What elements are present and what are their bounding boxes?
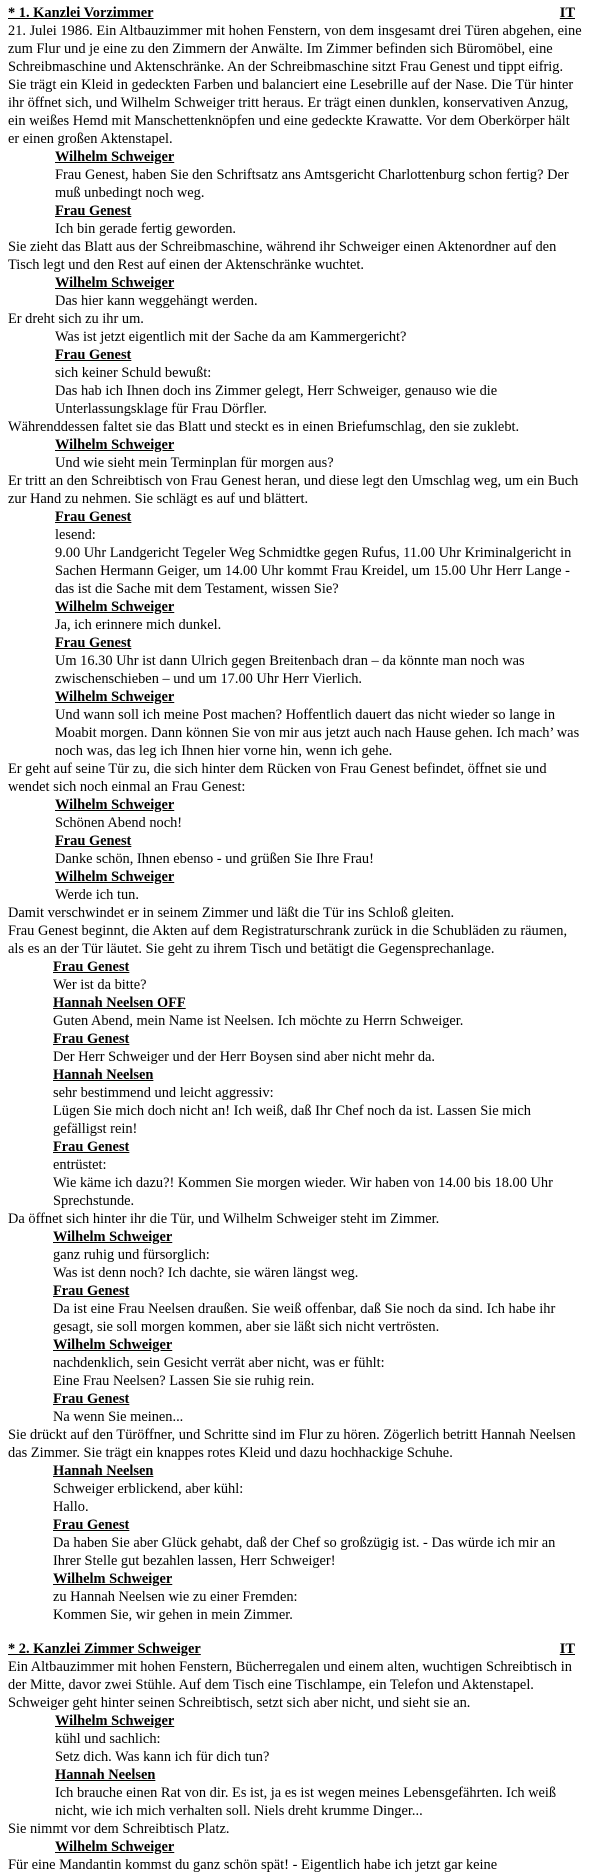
dialogue-line: Ich brauche einen Rat von dir. Es ist, ja es ist wegen meines Lebensgefährten. Ich weiß nicht, wie ich mich verhalten soll. Niels dreht krumme Dinger... <box>55 1785 557 1819</box>
dialogue-line: Das hier kann weggehängt werden. <box>55 293 258 309</box>
stage-direction: Sie zieht das Blatt aus der Schreibmaschine, während ihr Schweiger einen Aktenordner auf den Tisch legt und den Rest auf einen der Aktenschränke wuchtet. <box>8 239 557 273</box>
stage-direction: Sie drückt auf den Türöffner, und Schritte sind im Flur zu hören. Zögerlich betritt Hannah Neelsen das Zimmer. Sie trägt ein knappes rotes Kleid und dazu hochhackige Schuhe. <box>8 1427 576 1461</box>
speaker-name: Frau Genest <box>55 347 132 363</box>
stage-direction: Sie nimmt vor dem Schreibtisch Platz. <box>8 1821 230 1837</box>
scene-2-body <box>8 1658 582 1874</box>
dialogue-line: Um 16.30 Uhr ist dann Ulrich gegen Breitenbach dran – da könnte man noch was zwischenschieben – und um 17.00 Uhr Herr Vierlich. <box>55 653 525 687</box>
dialogue-line: Wer ist da bitte? <box>53 977 147 993</box>
speaker-name: Wilhelm Schweiger <box>55 275 175 291</box>
dialogue-line: Da ist eine Frau Neelsen draußen. Sie weiß offenbar, daß Sie noch da sind. Ich habe ihr gesagt, sie soll morgen kommen, aber sie läßt sich nicht vertrösten. <box>53 1301 556 1335</box>
speaker-name: Frau Genest <box>53 959 130 975</box>
dialogue-line: Frau Genest, haben Sie den Schriftsatz ans Amtsgericht Charlottenburg schon fertig? Der muß unbedingt noch weg. <box>55 167 569 201</box>
speaker-name: Wilhelm Schweiger <box>53 1229 173 1245</box>
speaker-name: Wilhelm Schweiger <box>55 437 175 453</box>
dialogue-line: Werde ich tun. <box>55 887 139 903</box>
speaker-name: Wilhelm Schweiger <box>53 1571 173 1587</box>
dialogue-line: Danke schön, Ihnen ebenso - und grüßen Sie Ihre Frau! <box>55 851 374 867</box>
speaker-name: Wilhelm Schweiger <box>55 149 175 165</box>
scene-title: * 1. Kanzlei Vorzimmer <box>8 5 154 21</box>
dialogue-line: Da haben Sie aber Glück gehabt, daß der Chef so großzügig ist. - Das würde ich mir an Ihrer Stelle gut bezahlen lassen, Herr Schweiger! <box>53 1535 556 1569</box>
speaker-name: Hannah Neelsen <box>55 1767 156 1783</box>
dialogue-line: Ich bin gerade fertig geworden. <box>55 221 237 237</box>
dialogue-line: Das hab ich Ihnen doch ins Zimmer gelegt, Herr Schweiger, genauso wie die Unterlassungsklage für Frau Dörfler. <box>55 383 498 417</box>
dialogue-line: Was ist denn noch? Ich dachte, sie wären längst weg. <box>53 1265 359 1281</box>
speaker-name: Frau Genest <box>55 635 132 651</box>
dialogue-line: sich keiner Schuld bewußt: <box>55 365 212 381</box>
stage-direction: Damit verschwindet er in seinem Zimmer und läßt die Tür ins Schloß gleiten. <box>8 905 455 921</box>
speaker-name: Wilhelm Schweiger <box>55 797 175 813</box>
scene-heading-1 <box>8 4 575 22</box>
dialogue-line: Kommen Sie, wir gehen in mein Zimmer. <box>53 1607 293 1623</box>
dialogue-line: zu Hannah Neelsen wie zu einer Fremden: <box>53 1589 298 1605</box>
stage-direction: Frau Genest beginnt, die Akten auf dem Registraturschrank zurück in die Schubläden zu räumen, als es an der Tür läutet. Sie geht zu ihrem Tisch und betätigt die Gegensprechanlage. <box>8 923 568 957</box>
scene-1-body <box>8 22 582 1624</box>
speaker-name: Frau Genest <box>55 833 132 849</box>
speaker-name: Frau Genest <box>55 509 132 525</box>
stage-direction: 21. Julei 1986. Ein Altbauzimmer mit hohen Fenstern, von dem insgesamt drei Türen abgehen, eine zum Flur und je eine zu den Zimmern der Anwälte. Im Zimmer befinden sich Büromöbel, eine Schreibmaschine und Aktenschränke. An der Schreibmaschine sitzt Frau Genest und tippt eifrig. Sie trägt ein Kleid in gedeckten Farben und balanciert eine Lesebrille auf der Nase. Die Tür hinter ihr öffnet sich, und Wilhelm Schweiger tritt heraus. Er trägt einen dunklen, konservativen Anzug, ein weißes Hemd mit Manschettenknöpfen und eine gedeckte Krawatte. Vor dem Oberkörper hält er einen großen Aktenstapel. <box>8 23 582 147</box>
speaker-name: Wilhelm Schweiger <box>55 689 175 705</box>
dialogue-line: Schweiger erblickend, aber kühl: <box>53 1481 244 1497</box>
dialogue-line: Eine Frau Neelsen? Lassen Sie sie ruhig rein. <box>53 1373 315 1389</box>
speaker-name: Frau Genest <box>53 1283 130 1299</box>
speaker-name: Hannah Neelsen <box>53 1067 154 1083</box>
dialogue-line: Setz dich. Was kann ich für dich tun? <box>55 1749 270 1765</box>
speaker-name: Wilhelm Schweiger <box>55 599 175 615</box>
speaker-name: Frau Genest <box>53 1031 130 1047</box>
dialogue-line: Und wann soll ich meine Post machen? Hoffentlich dauert das nicht wieder so lange in Moabit morgen. Dann können Sie von mir aus jetzt auch nach Hause gehen. Ich mach’ was noch was, das leg ich Ihnen hier vorne hin, wenn ich gehe. <box>55 707 580 759</box>
dialogue-line: Hallo. <box>53 1499 89 1515</box>
scene-heading-2 <box>8 1640 575 1658</box>
dialogue-line: kühl und sachlich: <box>55 1731 161 1747</box>
dialogue-line: nachdenklich, sein Gesicht verrät aber nicht, was er fühlt: <box>53 1355 385 1371</box>
dialogue-line: Und wie sieht mein Terminplan für morgen aus? <box>55 455 334 471</box>
speaker-name: Frau Genest <box>53 1517 130 1533</box>
stage-direction: Für eine Mandantin kommst du ganz schön spät! - Eigentlich habe ich jetzt gar keine <box>8 1857 498 1873</box>
stage-direction: Er geht auf seine Tür zu, die sich hinter dem Rücken von Frau Genest befindet, öffnet sie und wendet sich noch einmal an Frau Genest: <box>8 761 547 795</box>
speaker-name: Wilhelm Schweiger <box>55 869 175 885</box>
dialogue-line: Wie käme ich dazu?! Kommen Sie morgen wieder. Wir haben von 14.00 bis 18.00 Uhr Sprechstunde. <box>53 1175 553 1209</box>
dialogue-line: entrüstet: <box>53 1157 107 1173</box>
dialogue-line: Der Herr Schweiger und der Herr Boysen sind aber nicht mehr da. <box>53 1049 436 1065</box>
dialogue-line: Was ist jetzt eigentlich mit der Sache da am Kammergericht? <box>55 329 407 345</box>
stage-direction: Ein Altbauzimmer mit hohen Fenstern, Bücherregalen und einem alten, wuchtigen Schreibtisch in der Mitte, davor zwei Stühle. Auf dem Tisch eine Tischlampe, ein Telefon und Aktenstapel. Schweiger geht hinter seinen Schreibtisch, setzt sich aber nicht, und sieht sie an. <box>8 1659 572 1711</box>
speaker-name: Frau Genest <box>53 1391 130 1407</box>
speaker-name: Frau Genest <box>53 1139 130 1155</box>
dialogue-line: sehr bestimmend und leicht aggressiv: <box>53 1085 274 1101</box>
scene-tag: IT <box>559 5 575 21</box>
dialogue-line: Ja, ich erinnere mich dunkel. <box>55 617 222 633</box>
scene-title: * 2. Kanzlei Zimmer Schweiger <box>8 1641 201 1657</box>
scene-tag: IT <box>559 1641 575 1657</box>
dialogue-line: Lügen Sie mich doch nicht an! Ich weiß, daß Ihr Chef noch da ist. Lassen Sie mich gefälligst rein! <box>53 1103 531 1137</box>
speaker-name: Wilhelm Schweiger <box>55 1713 175 1729</box>
stage-direction: Währenddessen faltet sie das Blatt und steckt es in einen Briefumschlag, den sie zuklebt. <box>8 419 520 435</box>
dialogue-line: 9.00 Uhr Landgericht Tegeler Weg Schmidtke gegen Rufus, 11.00 Uhr Kriminalgericht in Sachen Hermann Geiger, um 14.00 Uhr kommt Frau Kreidel, um 15.00 Uhr Herr Lange - das ist die Sache mit dem Testament, wissen Sie? <box>55 545 572 597</box>
speaker-name: Frau Genest <box>55 203 132 219</box>
dialogue-line: lesend: <box>55 527 96 543</box>
speaker-name: Wilhelm Schweiger <box>53 1337 173 1353</box>
dialogue-line: ganz ruhig und fürsorglich: <box>53 1247 210 1263</box>
dialogue-line: Na wenn Sie meinen... <box>53 1409 184 1425</box>
scene-divider <box>8 1624 582 1640</box>
speaker-name: Wilhelm Schweiger <box>55 1839 175 1855</box>
speaker-name: Hannah Neelsen <box>53 1463 154 1479</box>
stage-direction: Da öffnet sich hinter ihr die Tür, und Wilhelm Schweiger steht im Zimmer. <box>8 1211 440 1227</box>
dialogue-line: Schönen Abend noch! <box>55 815 183 831</box>
dialogue-line: Guten Abend, mein Name ist Neelsen. Ich möchte zu Herrn Schweiger. <box>53 1013 464 1029</box>
stage-direction: Er dreht sich zu ihr um. <box>8 311 144 327</box>
speaker-name: Hannah Neelsen OFF <box>53 995 186 1011</box>
stage-direction: Er tritt an den Schreibtisch von Frau Genest heran, und diese legt den Umschlag weg, um ein Buch zur Hand zu nehmen. Sie schlägt es auf und blättert. <box>8 473 579 507</box>
